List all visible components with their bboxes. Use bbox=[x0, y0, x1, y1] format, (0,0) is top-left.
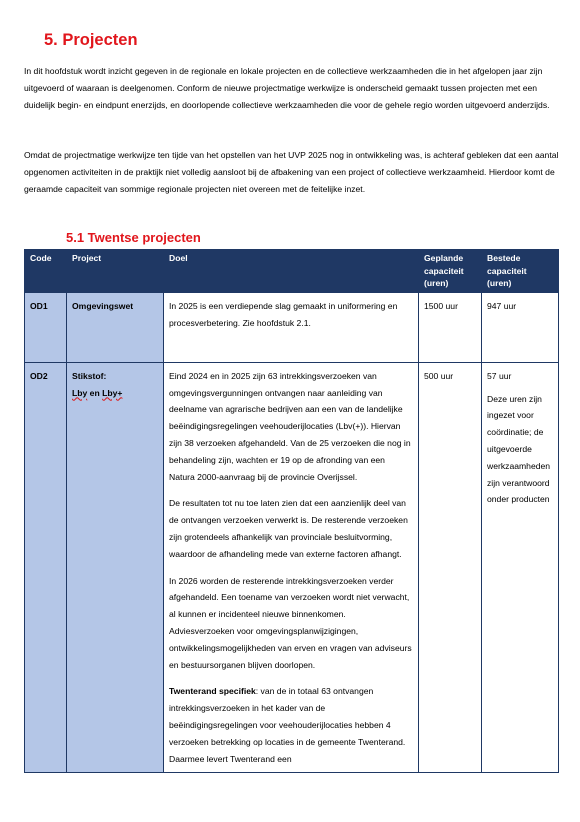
header-project: Project bbox=[67, 250, 164, 293]
doel-twenterand-label: Twenterand specifiek bbox=[169, 686, 256, 697]
table-row bbox=[25, 362, 559, 773]
header-bestede-capaciteit: Bestede capaciteit (uren) bbox=[482, 250, 559, 293]
project-lby-plus: Lby+ bbox=[102, 387, 123, 398]
doel-paragraph-3: In 2026 worden de resterende intrekkingsverzoeken verder afgehandeld. Een toename van verzoeken wordt niet verwacht, al kunnen er incidenteel nieuwe binnenkomen. Adviesverzoeken voor omgevingsplanwijzigingen, ontwikkelingsmogelijkheden van erven en vragen van adviseurs en bestuursorganen blijven doorlopen. bbox=[169, 575, 412, 670]
cell-project bbox=[67, 362, 164, 773]
cell-code: OD1 bbox=[25, 292, 67, 362]
header-geplande-capaciteit: Geplande capaciteit (uren) bbox=[419, 250, 482, 293]
project-lby: Lby bbox=[72, 387, 88, 398]
header-doel: Doel bbox=[164, 250, 419, 293]
cell-code: OD2 bbox=[25, 362, 67, 773]
cell-geplande-capaciteit: 500 uur bbox=[419, 362, 482, 773]
doel-paragraph-1: Eind 2024 en in 2025 zijn 63 intrekkingsverzoeken van omgevingsvergunningen ontvangen naar aanleiding van deelname van agrarische bedrijven aan een van de landelijke beëindigingsregelingen veehouderijlocaties (Lbv(+)). Hiervan zijn 38 verzoeken afgehandeld. Van de 25 verzoeken die nog in behandeling zijn, wachten er 19 op de afronding van een Natura 2000-aanvraag bij de provincie Overijssel. bbox=[169, 370, 411, 482]
cell-bestede-capaciteit: 947 uur bbox=[482, 292, 559, 362]
header-code: Code bbox=[25, 250, 67, 293]
intro-paragraph-2: Omdat de projectmatige werkwijze ten tijde van het opstellen van het UVP 2025 nog in ontwikkeling was, is achteraf gebleken dat een aantal opgenomen activiteiten in de praktijk niet volledig aansloot bij de afbakening van een project of collectieve werkzaamheid. Hierdoor komt de geraamde capaciteit van sommige regionale projecten niet overeen met de feitelijke inzet. bbox=[24, 150, 559, 194]
chapter-heading: 5. Projecten bbox=[44, 31, 138, 49]
section-heading: 5.1 Twentse projecten bbox=[66, 230, 201, 245]
cell-project: Omgevingswet bbox=[67, 292, 164, 362]
table-row bbox=[25, 292, 559, 362]
cell-doel: In 2025 is een verdiepende slag gemaakt in uniformering en procesverbetering. Zie hoofdstuk 2.1. bbox=[164, 292, 419, 362]
projects-table bbox=[24, 249, 559, 773]
table-header-row bbox=[25, 250, 559, 293]
cell-bestede-capaciteit bbox=[482, 362, 559, 773]
besteed-note: Deze uren zijn ingezet voor coördinatie; de uitgevoerde werkzaamheden zijn verantwoord onder producten bbox=[487, 393, 551, 505]
project-en: en bbox=[87, 387, 103, 398]
cell-doel bbox=[164, 362, 419, 773]
doel-paragraph-4 bbox=[169, 683, 413, 767]
doel-twenterand-text: : van de in totaal 63 ontvangen intrekkingsverzoeken in het kader van de beëindigingsregelingen voor veehouderijlocaties hebben 4 verzoeken betrekking op locaties in de gemeente Twenterand. Daarmee levert Twenterand een bbox=[169, 686, 406, 764]
intro-paragraph-1: In dit hoofdstuk wordt inzicht gegeven in de regionale en lokale projecten en de collectieve werkzaamheden die in het afgelopen jaar zijn uitgevoerd of waaraan is deelgenomen. Conform de nieuwe projectmatige werkwijze is onderscheid gemaakt tussen projecten met een duidelijk begin- en eindpunt enerzijds, en doorlopende collectieve werkzaamheden die voor de gehele regio worden uitgevoerd anderzijds. bbox=[24, 66, 550, 110]
besteed-value: 57 uur bbox=[487, 370, 512, 381]
doel-paragraph-2: De resultaten tot nu toe laten zien dat een aanzienlijk deel van de ontvangen verzoeken verwerkt is. De resterende verzoeken zijn grotendeels afhankelijk van provinciale besluitvorming, waardoor de afhandeling mede van externe factoren afhangt. bbox=[169, 498, 408, 559]
project-prefix: Stikstof: bbox=[72, 370, 107, 381]
cell-geplande-capaciteit: 1500 uur bbox=[419, 292, 482, 362]
